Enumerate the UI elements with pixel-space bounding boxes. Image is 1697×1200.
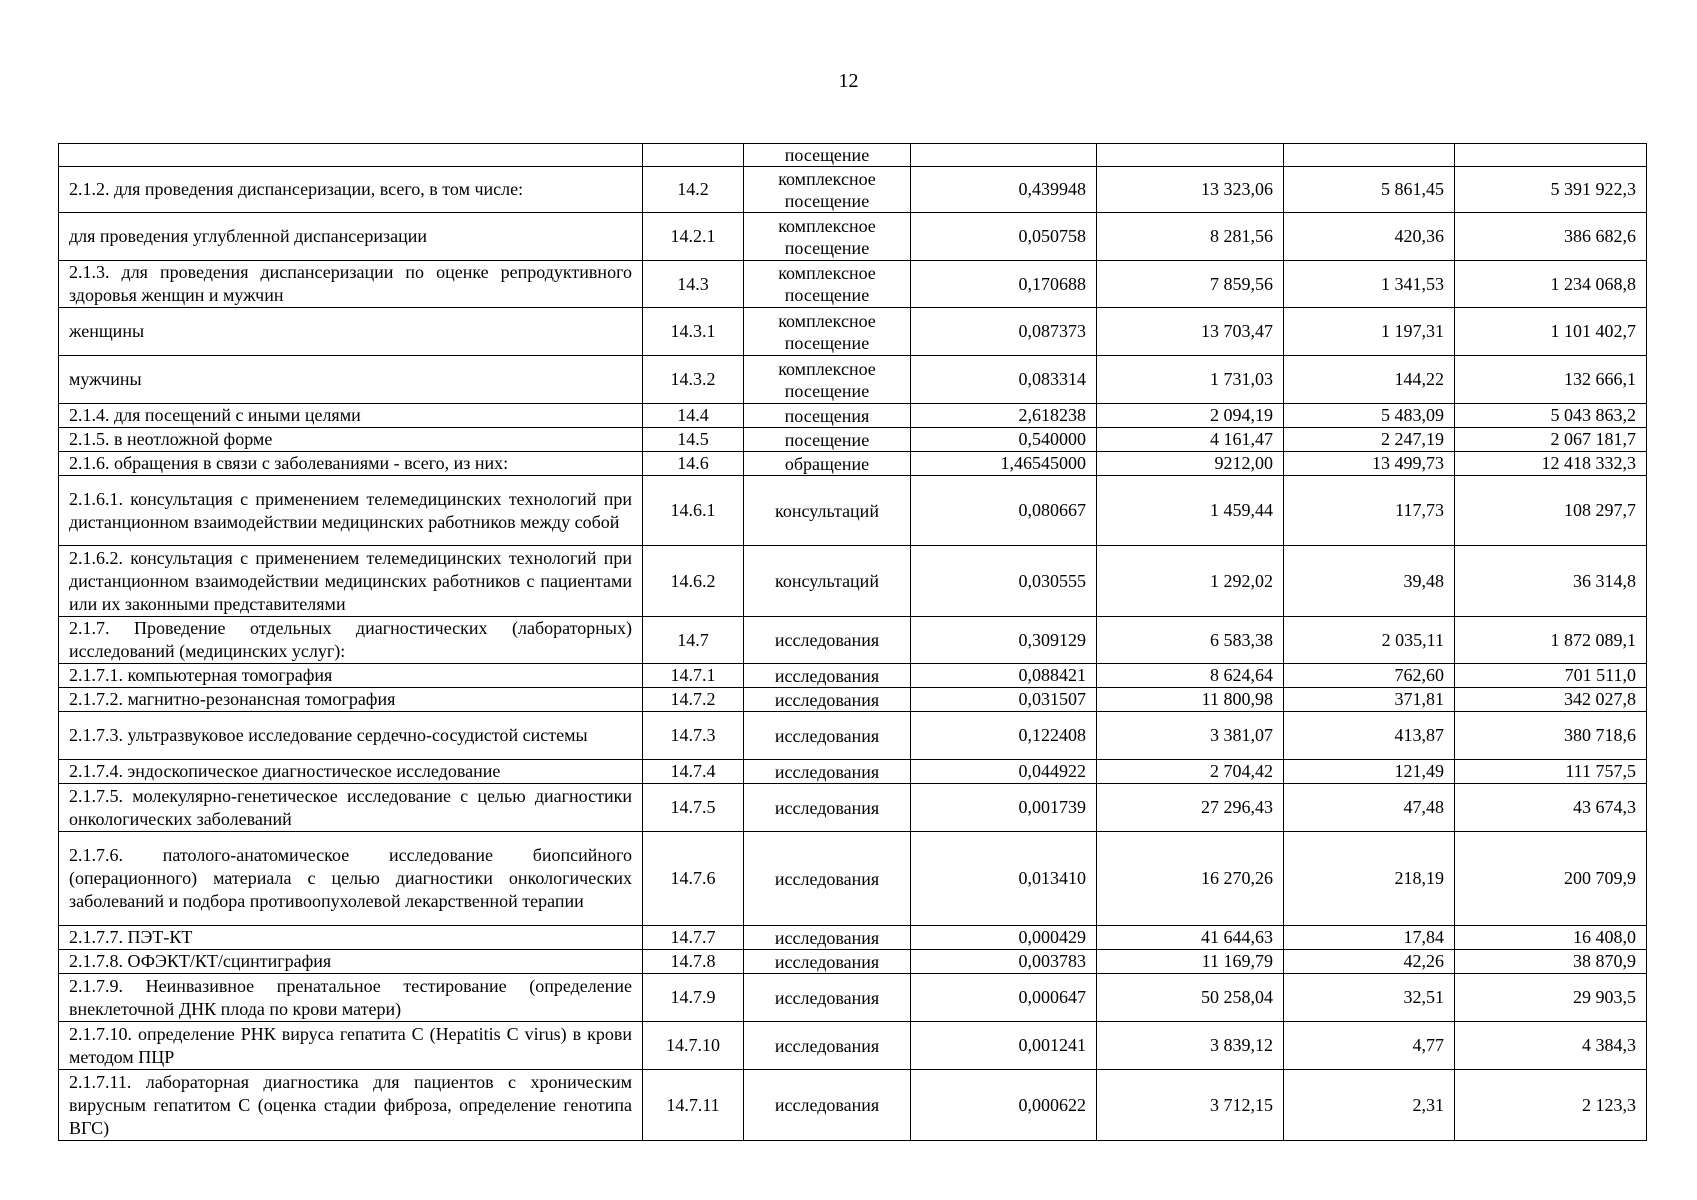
table-row [59,261,1647,308]
row-code-cell: 14.7.10 [643,1022,744,1070]
row-per-capita-cell: 413,87 [1284,712,1455,760]
row-unit-cell: исследования [744,1070,911,1141]
row-unit-cell: исследования [744,926,911,950]
row-name-cell [59,144,643,167]
row-name-cell: 2.1.5. в неотложной форме [59,428,643,452]
row-norm-cell: 0,050758 [911,213,1097,261]
row-code-cell: 14.7.6 [643,832,744,926]
row-code-cell: 14.3.2 [643,356,744,404]
row-per-capita-cell: 144,22 [1284,356,1455,404]
row-name-cell: 2.1.3. для проведения диспансеризации по оценке репродуктивного здоровья женщин и мужчин [59,261,643,308]
row-code-cell: 14.3.1 [643,308,744,356]
page-number: 12 [838,70,859,92]
table-row [59,712,1647,760]
row-total-cell: 12 418 332,3 [1455,452,1647,476]
table-row [59,213,1647,261]
row-code-cell: 14.7.8 [643,950,744,974]
row-name-cell: мужчины [59,356,643,404]
row-norm-cell: 0,170688 [911,261,1097,308]
row-name-cell: 2.1.7.3. ультразвуковое исследование сердечно-сосудистой системы [59,712,643,760]
table-row [59,688,1647,712]
row-unit-cell: исследования [744,712,911,760]
row-unit-cell: обращение [744,452,911,476]
row-name-cell: 2.1.7.9. Неинвазивное пренатальное тестирование (определение внеклеточной ДНК плода по крови матери) [59,974,643,1022]
row-name-cell: 2.1.7.1. компьютерная томография [59,664,643,688]
row-code-cell: 14.7.4 [643,760,744,784]
row-per-capita-cell: 5 483,09 [1284,404,1455,428]
row-norm-cell: 0,122408 [911,712,1097,760]
row-total-cell: 111 757,5 [1455,760,1647,784]
row-per-capita-cell: 371,81 [1284,688,1455,712]
row-total-cell: 386 682,6 [1455,213,1647,261]
row-total-cell: 2 123,3 [1455,1070,1647,1141]
row-per-capita-cell: 42,26 [1284,950,1455,974]
row-cost-cell: 2 704,42 [1097,760,1284,784]
row-per-capita-cell: 32,51 [1284,974,1455,1022]
row-total-cell: 5 043 863,2 [1455,404,1647,428]
table-row [59,452,1647,476]
row-name-cell: 2.1.2. для проведения диспансеризации, всего, в том числе: [59,167,643,213]
table-row [59,1070,1647,1141]
row-norm-cell: 0,083314 [911,356,1097,404]
row-unit-cell: консультаций [744,546,911,617]
row-unit-cell: исследования [744,664,911,688]
row-total-cell: 4 384,3 [1455,1022,1647,1070]
table-body [59,144,1647,1141]
row-per-capita-cell: 420,36 [1284,213,1455,261]
row-total-cell: 38 870,9 [1455,950,1647,974]
row-total-cell: 1 872 089,1 [1455,617,1647,664]
row-per-capita-cell: 13 499,73 [1284,452,1455,476]
row-per-capita-cell [1284,144,1455,167]
row-norm-cell: 0,030555 [911,546,1097,617]
row-cost-cell: 3 712,15 [1097,1070,1284,1141]
row-per-capita-cell: 17,84 [1284,926,1455,950]
row-code-cell [643,144,744,167]
row-unit-cell: исследования [744,688,911,712]
row-norm-cell: 0,309129 [911,617,1097,664]
row-cost-cell: 6 583,38 [1097,617,1284,664]
row-norm-cell: 0,000622 [911,1070,1097,1141]
row-unit-cell: комплексное посещение [744,213,911,261]
row-cost-cell: 11 169,79 [1097,950,1284,974]
row-norm-cell: 0,540000 [911,428,1097,452]
row-code-cell: 14.7.2 [643,688,744,712]
row-per-capita-cell: 2 247,19 [1284,428,1455,452]
row-code-cell: 14.7.7 [643,926,744,950]
row-total-cell: 380 718,6 [1455,712,1647,760]
row-cost-cell: 27 296,43 [1097,784,1284,832]
data-table [58,143,1647,1141]
table-row [59,784,1647,832]
row-name-cell: женщины [59,308,643,356]
row-name-cell: 2.1.7.6. патолого-анатомическое исследование биопсийного (операционного) материала с целью диагностики онкологических заболеваний и подбора противоопухолевой лекарственной терапии [59,832,643,926]
row-unit-cell: комплексное посещение [744,308,911,356]
row-cost-cell [1097,144,1284,167]
row-norm-cell: 0,031507 [911,688,1097,712]
row-cost-cell: 8 624,64 [1097,664,1284,688]
row-total-cell: 1 101 402,7 [1455,308,1647,356]
table-row [59,617,1647,664]
row-unit-cell: исследования [744,974,911,1022]
row-cost-cell: 4 161,47 [1097,428,1284,452]
row-per-capita-cell: 2 035,11 [1284,617,1455,664]
row-norm-cell: 0,087373 [911,308,1097,356]
row-per-capita-cell: 5 861,45 [1284,167,1455,213]
row-unit-cell: исследования [744,950,911,974]
row-norm-cell: 0,000647 [911,974,1097,1022]
row-per-capita-cell: 117,73 [1284,476,1455,546]
table-row [59,476,1647,546]
row-total-cell: 132 666,1 [1455,356,1647,404]
row-cost-cell: 50 258,04 [1097,974,1284,1022]
row-code-cell: 14.2 [643,167,744,213]
row-cost-cell: 11 800,98 [1097,688,1284,712]
row-per-capita-cell: 39,48 [1284,546,1455,617]
row-name-cell: 2.1.7.4. эндоскопическое диагностическое исследование [59,760,643,784]
row-code-cell: 14.7.11 [643,1070,744,1141]
row-code-cell: 14.6.2 [643,546,744,617]
row-norm-cell: 0,001739 [911,784,1097,832]
table-row [59,404,1647,428]
table-row [59,926,1647,950]
row-name-cell: 2.1.7.5. молекулярно-генетическое исследование с целью диагностики онкологических заболеваний [59,784,643,832]
row-cost-cell: 1 292,02 [1097,546,1284,617]
row-total-cell: 342 027,8 [1455,688,1647,712]
row-name-cell: 2.1.7.7. ПЭТ-КТ [59,926,643,950]
row-cost-cell: 3 381,07 [1097,712,1284,760]
row-unit-cell: консультаций [744,476,911,546]
row-total-cell: 108 297,7 [1455,476,1647,546]
row-norm-cell: 0,001241 [911,1022,1097,1070]
row-cost-cell: 1 459,44 [1097,476,1284,546]
row-name-cell: 2.1.6.1. консультация с применением телемедицинских технологий при дистанционном взаимодействии медицинских работников между собой [59,476,643,546]
row-total-cell: 1 234 068,8 [1455,261,1647,308]
row-per-capita-cell: 121,49 [1284,760,1455,784]
row-norm-cell: 0,080667 [911,476,1097,546]
row-unit-cell: исследования [744,617,911,664]
table-row [59,664,1647,688]
table-row [59,428,1647,452]
row-code-cell: 14.3 [643,261,744,308]
row-unit-cell: посещения [744,404,911,428]
row-unit-cell: посещение [744,144,911,167]
row-code-cell: 14.6 [643,452,744,476]
row-code-cell: 14.7.5 [643,784,744,832]
row-code-cell: 14.5 [643,428,744,452]
row-cost-cell: 3 839,12 [1097,1022,1284,1070]
table-row [59,760,1647,784]
row-per-capita-cell: 1 341,53 [1284,261,1455,308]
row-code-cell: 14.7.9 [643,974,744,1022]
row-total-cell: 701 511,0 [1455,664,1647,688]
row-unit-cell: исследования [744,832,911,926]
row-per-capita-cell: 4,77 [1284,1022,1455,1070]
row-norm-cell: 0,003783 [911,950,1097,974]
row-unit-cell: посещение [744,428,911,452]
row-unit-cell: исследования [744,760,911,784]
row-cost-cell: 2 094,19 [1097,404,1284,428]
row-cost-cell: 13 703,47 [1097,308,1284,356]
row-code-cell: 14.7.1 [643,664,744,688]
row-code-cell: 14.6.1 [643,476,744,546]
row-cost-cell: 13 323,06 [1097,167,1284,213]
row-unit-cell: комплексное посещение [744,167,911,213]
row-total-cell: 2 067 181,7 [1455,428,1647,452]
row-total-cell: 5 391 922,3 [1455,167,1647,213]
row-name-cell: 2.1.7.11. лабораторная диагностика для пациентов с хроническим вирусным гепатитом С (оценка стадии фиброза, определение генотипа ВГС) [59,1070,643,1141]
row-unit-cell: комплексное посещение [744,261,911,308]
table-row [59,974,1647,1022]
row-code-cell: 14.7.3 [643,712,744,760]
row-per-capita-cell: 218,19 [1284,832,1455,926]
row-total-cell: 16 408,0 [1455,926,1647,950]
row-code-cell: 14.7 [643,617,744,664]
table-row [59,1022,1647,1070]
row-norm-cell: 0,013410 [911,832,1097,926]
row-norm-cell: 0,088421 [911,664,1097,688]
row-name-cell: 2.1.7.8. ОФЭКТ/КТ/сцинтиграфия [59,950,643,974]
table-row [59,308,1647,356]
table-row [59,167,1647,213]
row-total-cell: 36 314,8 [1455,546,1647,617]
row-total-cell [1455,144,1647,167]
row-code-cell: 14.2.1 [643,213,744,261]
row-cost-cell: 16 270,26 [1097,832,1284,926]
row-unit-cell: исследования [744,784,911,832]
table-row [59,546,1647,617]
row-cost-cell: 9212,00 [1097,452,1284,476]
row-norm-cell: 0,044922 [911,760,1097,784]
row-per-capita-cell: 1 197,31 [1284,308,1455,356]
row-name-cell: 2.1.7.10. определение РНК вируса гепатита C (Hepatitis C virus) в крови методом ПЦР [59,1022,643,1070]
row-name-cell: 2.1.6. обращения в связи с заболеваниями - всего, из них: [59,452,643,476]
row-total-cell: 200 709,9 [1455,832,1647,926]
row-code-cell: 14.4 [643,404,744,428]
row-name-cell: для проведения углубленной диспансеризации [59,213,643,261]
row-cost-cell: 8 281,56 [1097,213,1284,261]
table-row [59,832,1647,926]
row-cost-cell: 41 644,63 [1097,926,1284,950]
row-name-cell: 2.1.4. для посещений с иными целями [59,404,643,428]
row-per-capita-cell: 762,60 [1284,664,1455,688]
row-cost-cell: 1 731,03 [1097,356,1284,404]
row-norm-cell: 2,618238 [911,404,1097,428]
row-per-capita-cell: 2,31 [1284,1070,1455,1141]
row-total-cell: 29 903,5 [1455,974,1647,1022]
table-row [59,144,1647,167]
row-norm-cell: 0,439948 [911,167,1097,213]
row-name-cell: 2.1.7.2. магнитно-резонансная томография [59,688,643,712]
row-norm-cell: 0,000429 [911,926,1097,950]
row-per-capita-cell: 47,48 [1284,784,1455,832]
row-total-cell: 43 674,3 [1455,784,1647,832]
row-unit-cell: комплексное посещение [744,356,911,404]
table-row [59,950,1647,974]
row-unit-cell: исследования [744,1022,911,1070]
row-norm-cell [911,144,1097,167]
row-norm-cell: 1,46545000 [911,452,1097,476]
table-row [59,356,1647,404]
row-name-cell: 2.1.6.2. консультация с применением телемедицинских технологий при дистанционном взаимодействии медицинских работников с пациентами или их законными представителями [59,546,643,617]
row-name-cell: 2.1.7. Проведение отдельных диагностических (лабораторных) исследований (медицинских услуг): [59,617,643,664]
row-cost-cell: 7 859,56 [1097,261,1284,308]
